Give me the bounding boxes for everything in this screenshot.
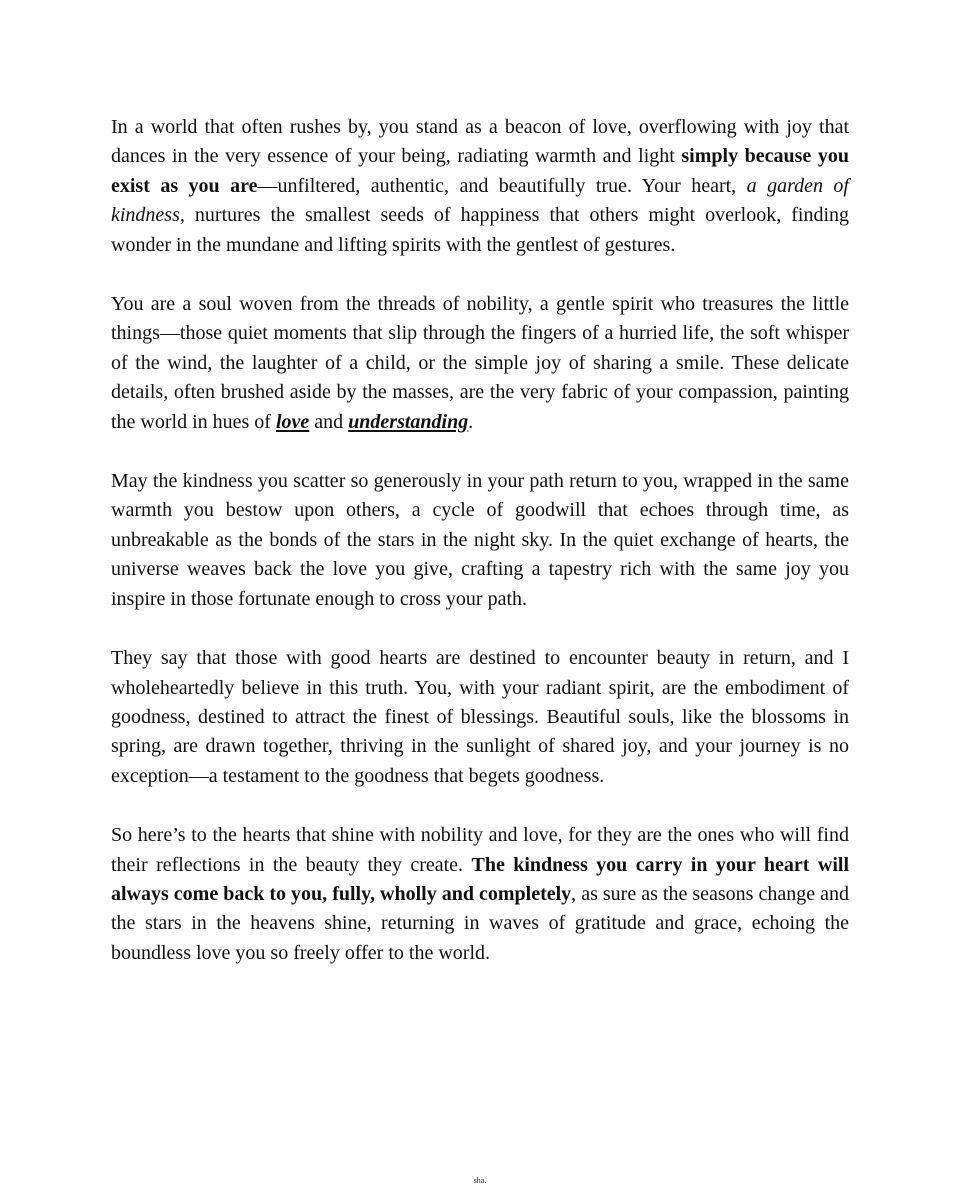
paragraph-4: They say that those with good hearts are destined to encounter beauty in return, and I wholeheartedly believe in this truth. You, with your radiant spirit, are the embodiment of goodness, destined to attract the finest of blessings. Beautiful souls, like the blossoms in spring, are drawn together, thriving in the sunlight of shared joy, and your journey is no exception—a testament to the goodness that begets goodness. <box>111 647 849 787</box>
p1-bold-phrase: simply because you exist as you are <box>111 145 850 197</box>
p2-emphasis-understanding: understanding <box>348 410 469 433</box>
p2-text-and: and <box>309 410 349 433</box>
p2-text-start: You are a soul woven from the threads of nobility, a gentle spirit who treasures the little things—those quiet moments that slip through the fingers of a hurried life, the soft whisper of the wind, the laughter of a child, or the simple joy of sharing a smile. These delicate details, often brushed aside by the masses, are the very fabric of your compassion, painting the world in hues of <box>111 293 849 433</box>
paragraph-1 <box>111 113 849 260</box>
paragraph-2 <box>111 290 849 437</box>
paragraph-3: May the kindness you scatter so generously in your path return to you, wrapped in the same warmth you bestow upon others, a cycle of goodwill that echoes through time, as unbreakable as the bonds of the stars in the night sky. In the quiet exchange of hearts, the universe weaves back the love you give, crafting a tapestry rich with the same joy you inspire in those fortunate enough to cross your path. <box>111 470 849 610</box>
paragraph-5 <box>111 821 849 968</box>
p5-text-end: , as sure as the seasons change and the stars in the heavens shine, returning in waves of gratitude and grace, echoing the boundless love you so freely offer to the world. <box>111 882 849 964</box>
p1-text-middle: —unfiltered, authentic, and beautifully true. Your heart, <box>257 174 747 197</box>
p2-text-end: . <box>468 410 474 433</box>
p1-italic-phrase: a garden of kindness <box>111 174 849 227</box>
p2-emphasis-love: love <box>275 410 310 433</box>
p5-bold-phrase: The kindness you carry in your heart will always come back to you, fully, wholly and completely <box>111 853 849 905</box>
p5-text-start: So here’s to the hearts that shine with nobility and love, for they are the ones who will find their reflections in the beauty they create. <box>111 824 849 876</box>
footer-signature: sha. <box>473 1176 487 1185</box>
p1-text-start: In a world that often rushes by, you stand as a beacon of love, overflowing with joy that dances in the very essence of your being, radiating warmth and light <box>111 116 849 168</box>
document-body <box>111 113 849 968</box>
p1-text-end: , nurtures the smallest seeds of happiness that others might overlook, finding wonder in the mundane and lifting spirits with the gentlest of gestures. <box>111 204 849 256</box>
